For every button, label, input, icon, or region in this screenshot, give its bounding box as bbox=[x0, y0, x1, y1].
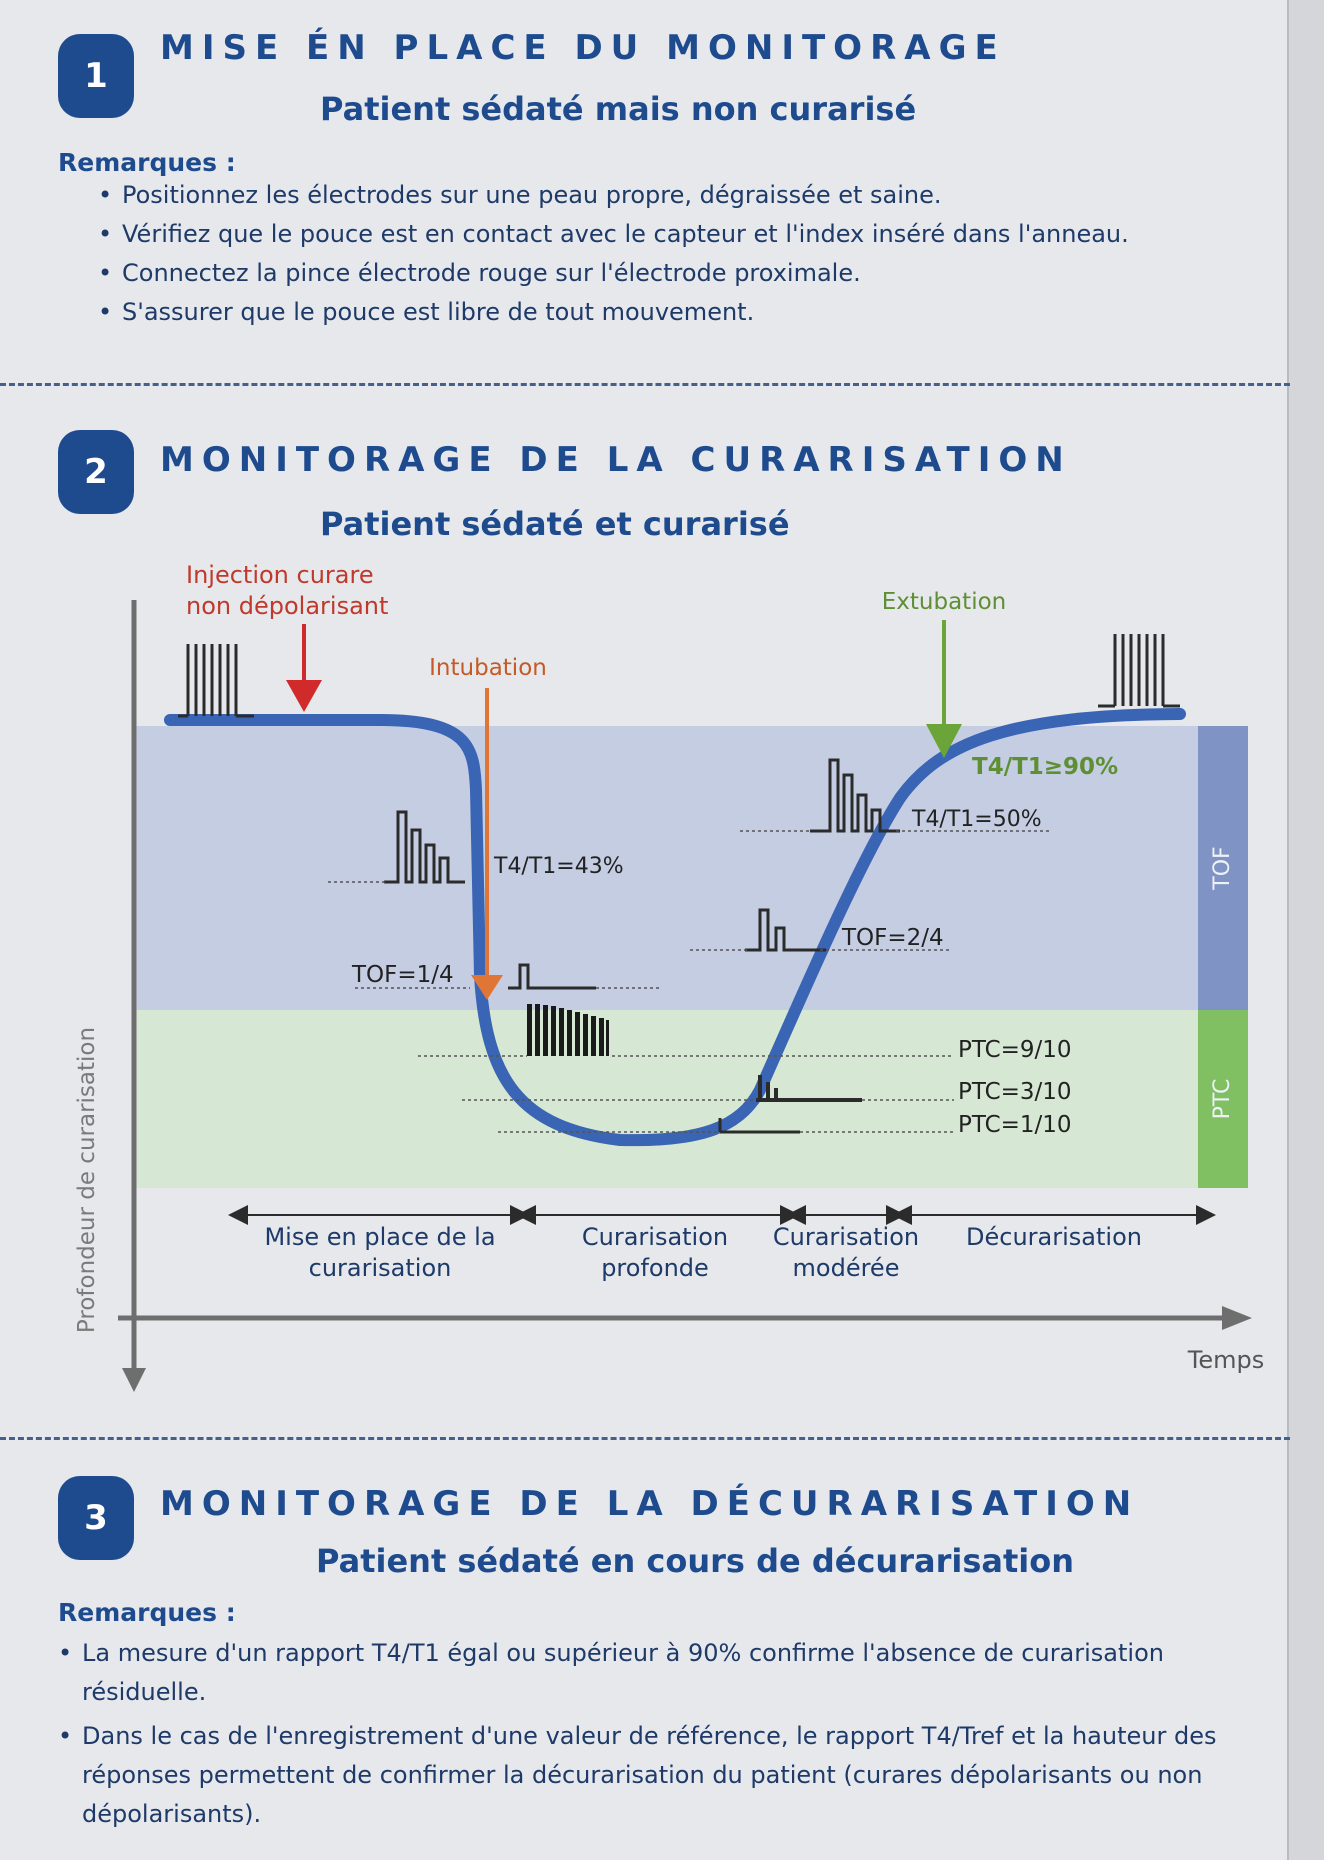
y-axis-label: Profondeur de curarisation bbox=[74, 1026, 100, 1334]
tof-baseline-glyph bbox=[178, 644, 254, 716]
injection-arrow bbox=[286, 624, 322, 712]
injection-label-text-line2: non dépolarisant bbox=[186, 592, 389, 620]
section-2-title: MONITORAGE DE LA CURARISATION bbox=[160, 440, 1072, 480]
tof-zone-label: TOF bbox=[1210, 846, 1235, 890]
section-1-remarks-label: Remarques : bbox=[58, 148, 236, 177]
remark-item: • Positionnez les électrodes sur une peau propre, dégraissée et saine. bbox=[98, 176, 1258, 215]
phase-label-moderee: Curarisation modérée bbox=[772, 1223, 920, 1282]
section-3-remarks bbox=[58, 1634, 1218, 1839]
section-3-remarks-label: Remarques : bbox=[58, 1598, 236, 1627]
tof-2-4-label: TOF=2/4 bbox=[842, 925, 944, 951]
section-1-subtitle: Patient sédaté mais non curarisé bbox=[320, 90, 917, 128]
x-axis-arrowhead bbox=[1222, 1306, 1252, 1330]
remark-item: • Vérifiez que le pouce est en contact avec le capteur et l'index inséré dans l'anneau. bbox=[98, 215, 1258, 254]
section-1-badge: 1 bbox=[58, 34, 134, 118]
section-1-remarks bbox=[98, 176, 1258, 332]
section-divider bbox=[0, 1437, 1290, 1440]
section-3-badge: 3 bbox=[58, 1476, 134, 1560]
phase-label-decurarisation: Décurarisation bbox=[966, 1223, 1142, 1251]
section-3-title: MONITORAGE DE LA DÉCURARISATION bbox=[160, 1484, 1140, 1524]
section-2-badge: 2 bbox=[58, 430, 134, 514]
y-axis-arrowhead bbox=[122, 1368, 146, 1392]
tof-1-4-label: TOF=1/4 bbox=[352, 962, 454, 988]
remark-item: • Connectez la pince électrode rouge sur l'électrode proximale. bbox=[98, 254, 1258, 293]
ptc-9-10-label: PTC=9/10 bbox=[958, 1037, 1072, 1063]
injection-label-text: Injection curare bbox=[186, 561, 374, 589]
page-edge bbox=[1287, 0, 1324, 1860]
section-2-subtitle: Patient sédaté et curarisé bbox=[320, 505, 790, 543]
extubation-label: Extubation bbox=[881, 589, 1007, 615]
tof-recovered-glyph bbox=[1098, 634, 1180, 706]
x-axis-label: Temps bbox=[1187, 1346, 1265, 1374]
section-3-subtitle: Patient sédaté en cours de décurarisation bbox=[316, 1542, 1074, 1580]
phase-label-mise-en-place: Mise en place de la curarisation bbox=[264, 1223, 496, 1282]
intubation-label: Intubation bbox=[429, 655, 547, 681]
ptc-3-10-label: PTC=3/10 bbox=[958, 1079, 1072, 1105]
remark-item: • Dans le cas de l'enregistrement d'une valeur de référence, le rapport T4/Tref et la hauteur des réponses permettent de confirmer la décurarisation du patient (curares dépolarisants ou non dépolarisants). bbox=[58, 1717, 1218, 1834]
remark-item: • La mesure d'un rapport T4/T1 égal ou supérieur à 90% confirme l'absence de curarisation résiduelle. bbox=[58, 1634, 1218, 1712]
remark-item: • S'assurer que le pouce est libre de tout mouvement. bbox=[98, 293, 1258, 332]
injection-label bbox=[186, 561, 388, 620]
phase-label-profonde: Curarisation profonde bbox=[581, 1223, 729, 1282]
t4t1-50-label: T4/T1=50% bbox=[912, 807, 1042, 832]
section-divider bbox=[0, 383, 1290, 386]
ptc-1-10-label: PTC=1/10 bbox=[958, 1112, 1072, 1138]
t4t1-43-label: T4/T1=43% bbox=[494, 854, 624, 879]
ptc-zone-label: PTC bbox=[1210, 1078, 1235, 1120]
t4t1-90-label: T4/T1≥90% bbox=[972, 754, 1119, 780]
section-1-title: MISE ÉN PLACE DU MONITORAGE bbox=[160, 28, 1006, 68]
